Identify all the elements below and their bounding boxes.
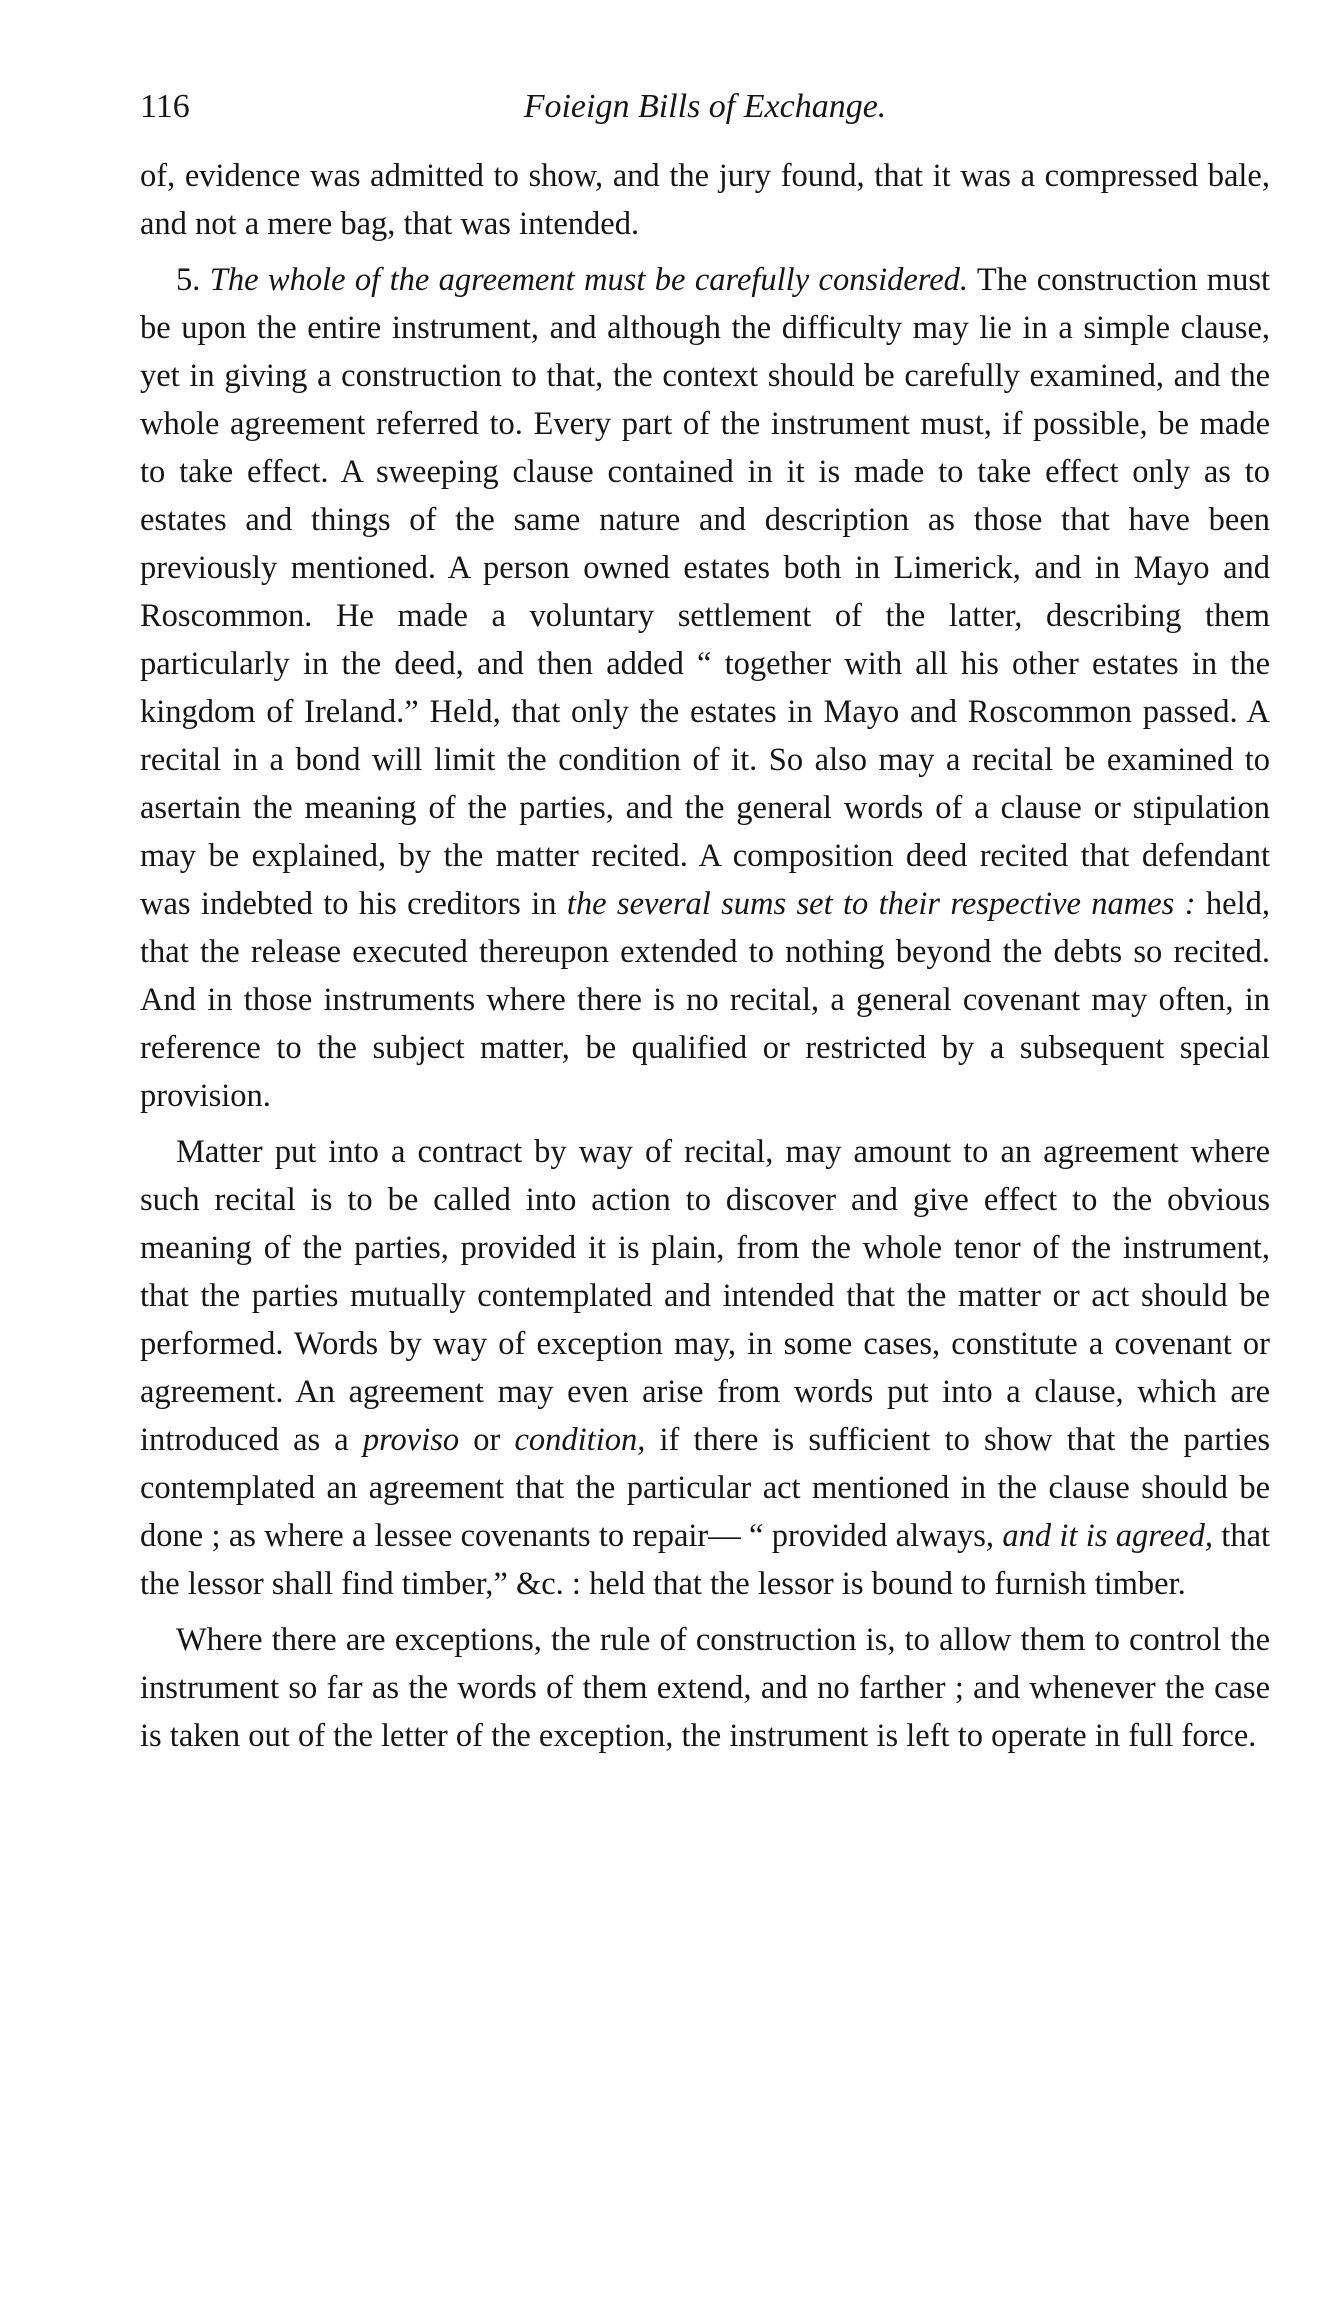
paragraph-text: that the lessor shall find timber,” &c. : held that the lessor is bound to furnish timber. — [140, 1518, 1271, 1602]
running-title: Foieign Bills of Exchange. — [523, 88, 887, 125]
italic-phrase: proviso — [362, 1422, 460, 1458]
paragraph-text: Matter put into a contract by way of recital, may amount to an agreement where such recital is to be called into action to discover and give effect to the obvious meaning of the parties, provided it is plain, from the whole tenor of the instrument, that the parties mutually contemplated and intended that the matter or act should be performed. Words by way of exception may, in some cases, constitute a covenant or agreement. An agreement may even arise from words put into a clause, which are introduced as a — [140, 1134, 1270, 1458]
italic-phrase: the several sums set to their respective names : — [566, 886, 1196, 922]
italic-phrase: condition, — [514, 1422, 646, 1458]
paragraph-text: if there is sufficient to show that the parties contemplated an agreement that the particular act mentioned in the clause should be done ; as where a lessee covenants to repair— “ provided always, — [140, 1422, 1271, 1554]
section-number: 5. — [176, 262, 201, 298]
page-number: 116 — [140, 88, 190, 125]
paragraph-exceptions — [140, 1616, 1270, 1760]
paragraph-text: of, evidence was admitted to show, and the jury found, that it was a compressed bale, and not a mere bag, that was intended. — [140, 158, 1270, 242]
italic-phrase: and it is agreed, — [1002, 1518, 1213, 1554]
paragraph-recital — [140, 1128, 1270, 1608]
paragraph-continued — [140, 152, 1270, 248]
paragraph-text: Where there are exceptions, the rule of construction is, to allow them to control the instrument so far as the words of them extend, and no farther ; and whenever the case is taken out of the letter of the exception, the instrument is left to operate in full force. — [140, 1622, 1270, 1754]
section-heading: The whole of the agreement must be carefully considered. — [209, 262, 969, 298]
paragraph-text: held, that the release executed thereupon extended to nothing beyond the debts so recited. And in those instruments where there is no recital, a general covenant may often, in reference to the subject matter, be qualified or restricted by a subsequent special provision. — [140, 886, 1270, 1114]
page-header — [140, 88, 1270, 128]
paragraph-text: The construction must be upon the entire instrument, and although the difficulty may lie in a simple clause, yet in giving a construction to that, the context should be carefully examined, and the whole agreement referred to. Every part of the instrument must, if possible, be made to take effect. A sweeping clause contained in it is made to take effect only as to estates and things of the same nature and description as those that have been previously mentioned. A person owned estates both in Limerick, and in Mayo and Roscommon. He made a voluntary settlement of the latter, describing them particularly in the deed, and then added “ together with all his other estates in the kingdom of Ireland.” Held, that only the estates in Mayo and Roscommon passed. A recital in a bond will limit the condition of it. So also may a recital be examined to asertain the meaning of the parties, and the general words of a clause or stipulation may be explained, by the matter recited. A composition deed recited that defendant was indebted to his creditors in — [140, 262, 1270, 922]
page-body — [140, 152, 1270, 1760]
paragraph-section-5 — [140, 256, 1270, 1120]
paragraph-text: or — [473, 1422, 501, 1458]
